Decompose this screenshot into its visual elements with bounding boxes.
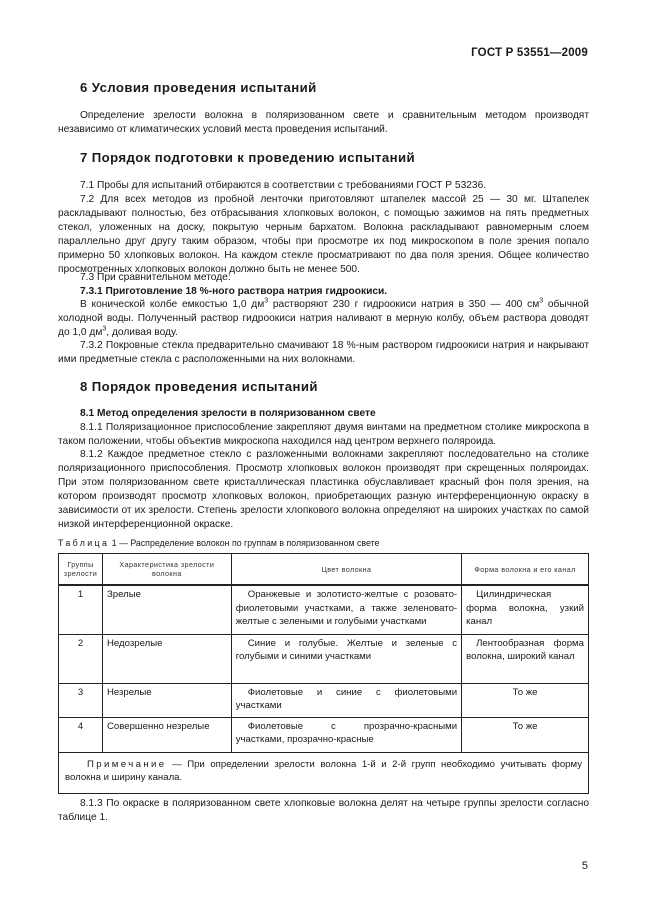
- cell-characteristic: Зрелые: [102, 585, 231, 634]
- cell-group: 4: [59, 717, 103, 752]
- table-header-row: [59, 554, 589, 586]
- page-number: 5: [581, 860, 588, 872]
- table-row: [59, 585, 589, 634]
- cell-form: То же: [462, 717, 589, 752]
- section-7-title: 7 Порядок подготовки к проведению испытаний: [80, 150, 416, 165]
- table-note-row: [59, 752, 589, 793]
- cell-group: 2: [59, 634, 103, 683]
- clause-7-1: 7.1 Пробы для испытаний отбираются в соответствии с требованиями ГОСТ Р 53236.: [80, 180, 487, 191]
- standard-designation: ГОСТ Р 53551—2009: [471, 47, 588, 59]
- table-note: Примечание — При определении зрелости волокна 1-й и 2-й групп необходимо учитывать форму волокна и ширину канала.: [59, 752, 589, 793]
- table-row: [59, 634, 589, 683]
- header-form: Форма волокна и его канал: [462, 554, 589, 586]
- cell-group: 3: [59, 683, 103, 717]
- table-row: [59, 717, 589, 752]
- cell-group: 1: [59, 585, 103, 634]
- cell-characteristic: Незрелые: [102, 683, 231, 717]
- cell-color: Синие и голубые. Желтые и зеленые с голубыми и синими участками: [231, 634, 461, 683]
- table-caption: Таблица 1 — Распределение волокон по группам в поляризованном свете: [58, 538, 380, 548]
- cell-characteristic: Совершенно незрелые: [102, 717, 231, 752]
- cell-color: Фиолетовые с прозрачно-красными участками, прозрачно-красные: [231, 717, 461, 752]
- clause-7-3-1-title: 7.3.1 Приготовление 18 %-ного раствора натрия гидроокиси.: [80, 286, 388, 297]
- clause-7-2: 7.2 Для всех методов из пробной ленточки приготовляют штапелек массой 25 — 30 мг. Штапелек раскладывают полностью, без отбрасывания хлопковых волокон, с помощью зажимов на пять предметных стекол, уложенных на доску, покрытую черным бархатом. Волокна раскладывают равномерным слоем параллельно друг другу таким образом, чтобы при просмотре их под микроскопом в поле зрения попало примерно 50 хлопковых волокон. На каждом стекле просматривают по два поля зрения. Общее количество просмотренных хлопковых волокон должно быть не менее 500.: [58, 194, 589, 275]
- clause-7-3: 7.3 При сравнительном методе:: [80, 272, 231, 283]
- header-color: Цвет волокна: [231, 554, 461, 586]
- header-characteristic: Характеристика зрелости волокна: [102, 554, 231, 586]
- cell-color: Оранжевые и золотисто-желтые с розовато-фиолетовыми участками, а также зеленовато-желтые с зелеными и голубыми участками: [231, 585, 461, 634]
- section-6-paragraph: Определение зрелости волокна в поляризованном свете и сравнительным методом производят независимо от климатических условий места проведения испытаний.: [58, 110, 589, 135]
- maturity-groups-table: [58, 553, 589, 794]
- section-8-title: 8 Порядок проведения испытаний: [80, 379, 318, 394]
- cell-characteristic: Недозрелые: [102, 634, 231, 683]
- clause-8-1-3: 8.1.3 По окраске в поляризованном свете хлопковые волокна делят на четыре группы зрелости согласно таблице 1.: [58, 798, 589, 823]
- cell-form: То же: [462, 683, 589, 717]
- table-row: [59, 683, 589, 717]
- clause-8-1-1: 8.1.1 Поляризационное приспособление закрепляют двумя винтами на предметном столике микроскопа в таком положении, чтобы объектив микроскопа находился над центром верхнего поляроида.: [58, 422, 589, 447]
- clause-8-1-2: 8.1.2 Каждое предметное стекло с разложенными волокнами закрепляют последовательно на столике поляризационного приспособления. Просмотр хлопковых волокон производят при скрещенных поляроидах. При этом поляризованном свете кристаллическая пластинка обуславливает красный фон поля зрения, на котором производят просмотр хлопковых волокон, приобретающих разную интерференционную окраску в зависимости от их зрелости. Степень зрелости хлопкового волокна определяют на широких участках по самой низкой интерференционной окраске.: [58, 449, 589, 530]
- clause-7-3-1-text: В конической колбе емкостью 1,0 $дм^3$ растворяют 230 г гидроокиси натрия в 350 — 400 $см^3$ обычной холодной воды. Полученный раствор гидроокиси натрия наливают в мерную колбу, объем раствора доводят до 1,0 $дм^3$, доливая воду.: [58, 297, 589, 338]
- section-6-title: 6 Условия проведения испытаний: [80, 80, 317, 95]
- clause-7-3-2: 7.3.2 Покровные стекла предварительно смачивают 18 %-ным раствором гидроокиси натрия и накрывают ими предметные стекла с расположенными на них волокнами.: [58, 340, 589, 365]
- cell-color: Фиолетовые и синие с фиолетовыми участками: [231, 683, 461, 717]
- header-group: Группы зрелости: [59, 554, 103, 586]
- cell-form: Цилиндрическая форма волокна, узкий канал: [462, 585, 589, 634]
- clause-8-1-title: 8.1 Метод определения зрелости в поляризованном свете: [80, 408, 376, 419]
- cell-form: Лентообразная форма волокна, широкий канал: [462, 634, 589, 683]
